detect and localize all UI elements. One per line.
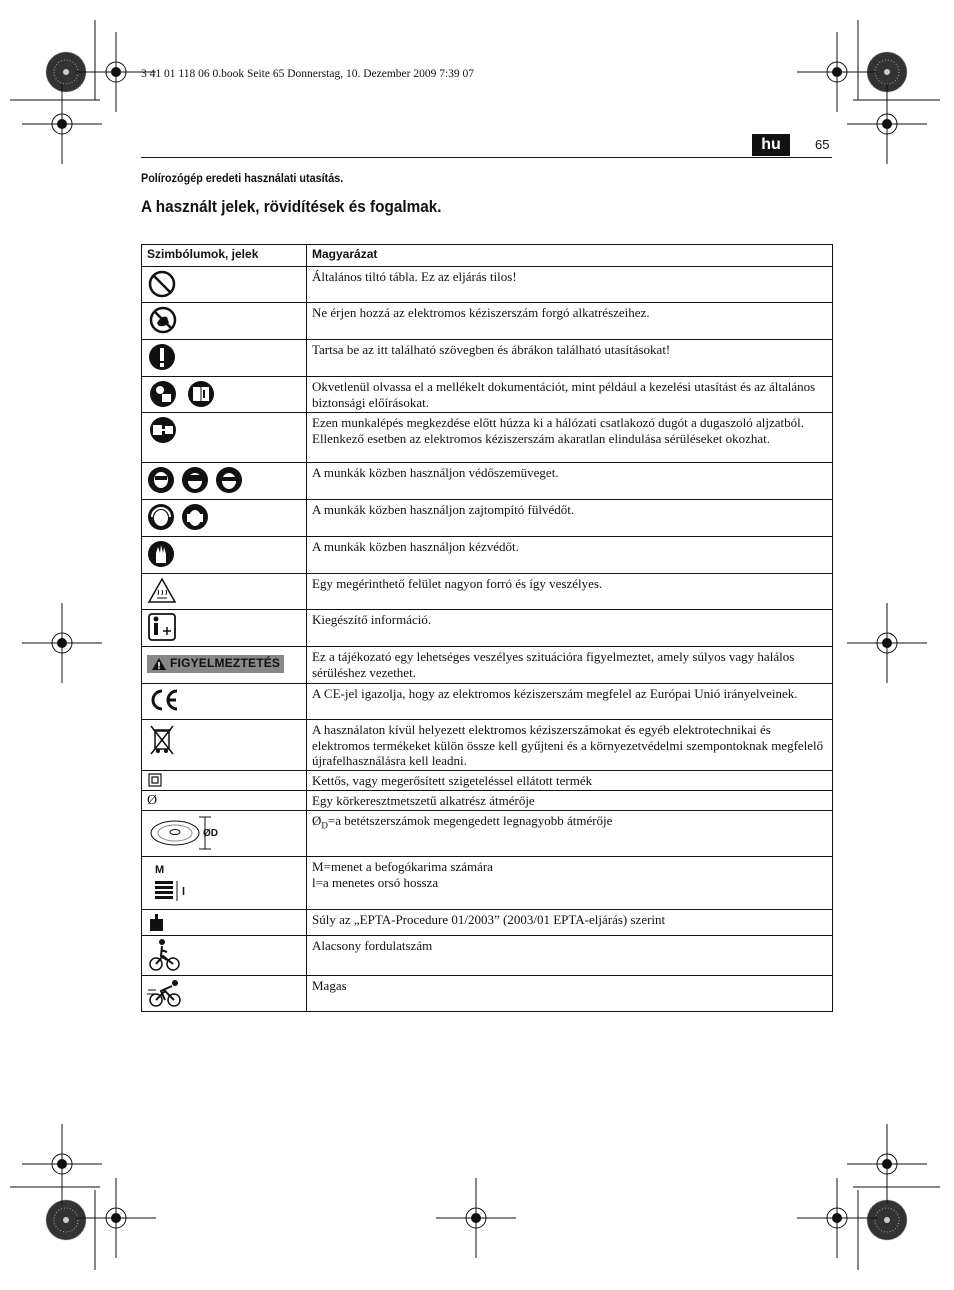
ear-muffs-icon [181, 502, 209, 532]
column-header-explanation: Magyarázat [307, 245, 833, 267]
section-title: A használt jelek, rövidítések és fogalmak. [141, 197, 442, 216]
table-row [142, 791, 833, 811]
table-row [142, 610, 833, 647]
row-text: Tartsa be az itt található szövegben és ábrákon található utasításokat! [307, 340, 833, 377]
table-row [142, 463, 833, 500]
symbols-table [141, 244, 833, 1012]
table-row [142, 771, 833, 791]
row-text: A munkák közben használjon kézvédőt. [307, 537, 833, 574]
page-number: 65 [815, 137, 830, 152]
thread-l-label: l [182, 886, 186, 898]
spindle-thread-icon [147, 863, 192, 907]
table-row [142, 574, 833, 610]
warning-label [147, 655, 284, 673]
weight-icon [147, 912, 165, 932]
row-text: Ezen munkalépés megkezdése előtt húzza ki a hálózati csatlakozó dugót a dugaszoló aljzatból. Ellenkező esetben az elektromos kéziszerszám akaratlan elindulása sérüléseket okozhat. [307, 413, 833, 463]
disc-diameter-label: ØD [203, 828, 218, 839]
language-badge: hu [752, 134, 790, 156]
row-text: A munkák közben használjon zajtompító fülvédőt. [307, 500, 833, 537]
table-header-row [142, 245, 833, 267]
table-row [142, 413, 833, 463]
do-not-touch-rotating-parts-icon [147, 305, 179, 335]
table-row [142, 910, 833, 936]
document-subtitle: Polírozógép eredeti használati utasítás. [141, 171, 344, 185]
row-text: A CE-jel igazolja, hogy az elektromos kéziszerszám megfelel az Európai Unió irányelveinek. [307, 684, 833, 720]
row-text: A használaton kívül helyezett elektromos kéziszerszámokat és egyéb elektrotechnikai és elektromos termékeket külön össze kell gyűjteni és a környezetvédelmi szempontoknak megfelelő újrafelhasználásra kell leadni. [307, 720, 833, 771]
unplug-icon [147, 415, 179, 445]
weee-crossed-bin-icon [147, 722, 177, 756]
warning-triangle-icon [151, 657, 167, 671]
table-row [142, 720, 833, 771]
table-row [142, 303, 833, 340]
thread-m-label: M [155, 864, 165, 876]
row-text: Kiegészítő információ. [307, 610, 833, 647]
row-text: Ez a tájékozató egy lehetséges veszélyes szituációra figyelmeztet, amely súlyos vagy halálos sérüléshez vezethet. [307, 647, 833, 684]
row-text: Magas [307, 976, 833, 1012]
hot-surface-warning-icon [147, 576, 177, 604]
ce-mark-icon [147, 686, 181, 714]
info-plus-icon [147, 612, 177, 642]
attention-icon [147, 342, 177, 372]
row-text: Egy megérinthető felület nagyon forró és így veszélyes. [307, 574, 833, 610]
safety-glasses-icon [215, 465, 243, 495]
table-row [142, 976, 833, 1012]
high-speed-cyclist-icon [147, 978, 183, 1008]
table-row [142, 647, 833, 684]
row-text: Ne érjen hozzá az elektromos kéziszerszám forgó alkatrészeihez. [307, 303, 833, 340]
row-text: M=menet a befogókarima számára l=a menetes orsó hossza [307, 857, 833, 910]
table-row [142, 500, 833, 537]
header-rule [141, 157, 832, 158]
safety-goggles-icon [181, 465, 209, 495]
print-info: 3 41 01 118 06 0.book Seite 65 Donnerstag, 10. Dezember 2009 7:39 07 [141, 68, 475, 80]
gloves-icon [147, 539, 175, 569]
row-text: Általános tiltó tábla. Ez az eljárás tilos! [307, 267, 833, 303]
table-row [142, 267, 833, 303]
prohibition-icon [147, 269, 177, 299]
table-row [142, 936, 833, 976]
table-row [142, 340, 833, 377]
table-row [142, 857, 833, 910]
row-text: Okvetlenül olvassa el a mellékelt dokumentációt, mint például a kezelési utasítást és az általános biztonsági előírásokat. [307, 377, 833, 413]
row-text: A munkák közben használjon védőszemüveget. [307, 463, 833, 500]
double-insulation-icon [147, 772, 163, 788]
face-shield-icon [147, 465, 175, 495]
read-instructions-icon [147, 379, 179, 409]
manual-book-icon [185, 379, 217, 409]
table-row [142, 811, 833, 857]
row-text: Súly az „EPTA-Procedure 01/2003” (2003/01 EPTA-eljárás) szerint [307, 910, 833, 936]
low-speed-cyclist-icon [147, 938, 181, 972]
table-row [142, 684, 833, 720]
row-text: Egy körkeresztmetszetű alkatrész átmérője [307, 791, 833, 811]
warning-label-text: FIGYELMEZTETÉS [170, 656, 281, 670]
row-text: $Ø_D=a$ betétszerszámok megengedett legnagyobb átmérője [307, 811, 833, 857]
row-text: Alacsony fordulatszám [307, 936, 833, 976]
column-header-symbols: Szimbólumok, jelek [142, 245, 307, 267]
ear-protection-icon [147, 502, 175, 532]
row-text: Kettős, vagy megerősített szigeteléssel ellátott termék [307, 771, 833, 791]
table-row [142, 537, 833, 574]
diameter-symbol: Ø [147, 793, 158, 808]
table-row [142, 377, 833, 413]
